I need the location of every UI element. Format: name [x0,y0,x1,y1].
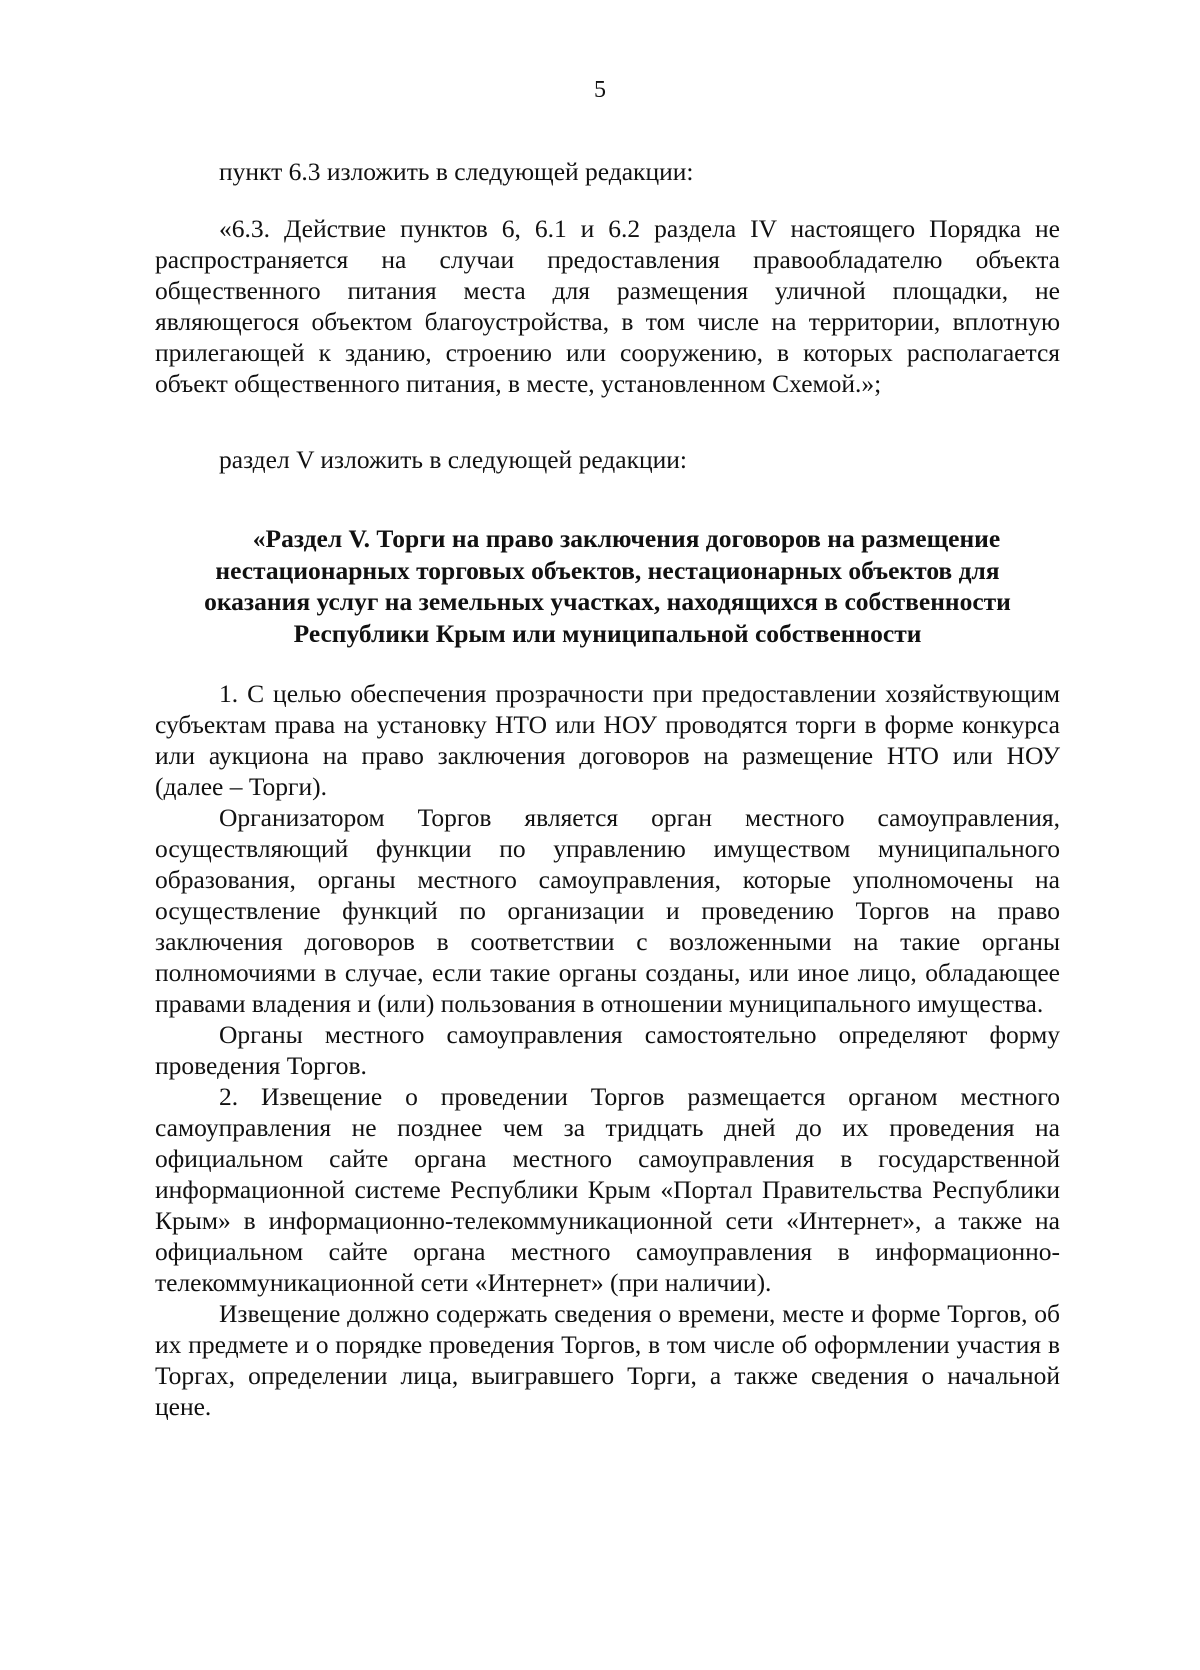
section-heading-line-1: «Раздел V. Торги на право заключения договоров на размещение [252,524,1001,553]
paragraph-6-3: «6.3. Действие пунктов 6, 6.1 и 6.2 раздела IV настоящего Порядка не распространяется на случаи предоставления правообладателю объекта общественного питания места для размещения уличной площадки, не являющегося объектом благоустройства, в том числе на территории, вплотную прилегающей к зданию, строению или сооружению, в которых располагается объект общественного питания, в месте, установленном Схемой.»; [155,214,1060,398]
paragraph-6-3-block [155,213,1060,399]
section-heading-line-2: нестационарных торговых объектов, нестационарных объектов для [215,555,1000,585]
section-heading-line-4: Республики Крым или муниципальной собственности [293,618,922,648]
section-paragraph-1: 1. С целью обеспечения прозрачности при предоставлении хозяйствующим субъектам права на установку НТО или НОУ проводятся торги в форме конкурса или аукциона на право заключения договоров на размещение НТО или НОУ (далее – Торги). [155,679,1060,801]
section-body [155,678,1060,1422]
section-paragraph-3: Органы местного самоуправления самостоятельно определяют форму проведения Торгов. [155,1020,1060,1080]
section-paragraph-5: Извещение должно содержать сведения о времени, месте и форме Торгов, об их предмете и о порядке проведения Торгов, в том числе об оформлении участия в Торгах, определении лица, выигравшего Торги, а также сведения о начальной цене. [155,1299,1060,1421]
intro-line-item-6-3: пункт 6.3 изложить в следующей редакции: [219,157,694,186]
page-number: 5 [594,77,606,103]
section-heading-line-3: оказания услуг на земельных участках, находящихся в собственности [204,587,1011,616]
section-paragraph-4: 2. Извещение о проведении Торгов размещается органом местного самоуправления не позднее чем за тридцать дней до их проведения на официальном сайте органа местного самоуправления в государственной информационной системе Республики Крым «Портал Правительства Республики Крым» в информационно-телекоммуникационной сети «Интернет», а также на официальном сайте органа местного самоуправления в информационно-телекоммуникационной сети «Интернет» (при наличии). [155,1082,1060,1297]
section-heading [155,523,1060,649]
section-paragraph-2: Организатором Торгов является орган местного самоуправления, осуществляющий функции по управлению имуществом муниципального образования, органы местного самоуправления, которые уполномочены на осуществление функций по организации и проведению Торгов на право заключения договоров в соответствии с возложенными на такие органы полномочиями в случае, если такие органы созданы, или иное лицо, обладающее правами владения и (или) пользования в отношении муниципального имущества. [155,803,1060,1018]
intro-line-section-v: раздел V изложить в следующей редакции: [219,445,688,474]
